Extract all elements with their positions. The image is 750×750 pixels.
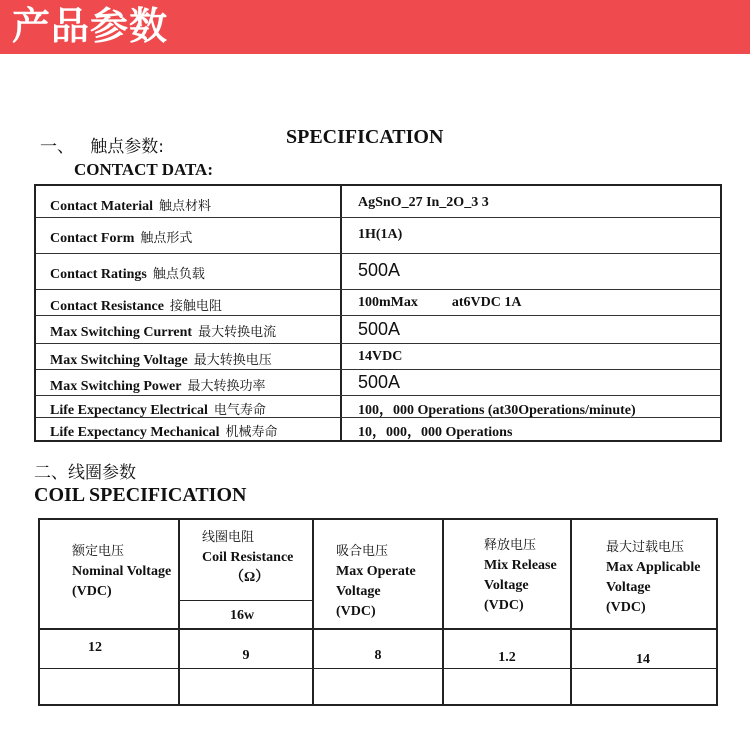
row-value: 10，000，000 Operations — [358, 425, 513, 440]
row-value: 500A — [358, 372, 401, 392]
contact-row — [36, 186, 720, 218]
row-value: 1H(1A) — [358, 227, 403, 242]
contact-row — [36, 218, 720, 254]
row-value: 100，000 Operations (at30Operations/minute) — [358, 403, 636, 418]
header-mix-release: 释放电压 Mix Release Voltage (VDC) — [484, 538, 557, 613]
row-label: Max Switching Voltage 最大转换电压 — [50, 353, 272, 368]
section2-title-cn: 二、线圈参数 — [34, 463, 136, 483]
coil-spec-table — [38, 518, 718, 706]
row-label: Contact Form 触点形式 — [50, 231, 193, 246]
value-max-applicable: 14 — [636, 652, 650, 667]
row-label: Max Switching Current 最大转换电流 — [50, 325, 277, 340]
grid-line — [312, 520, 314, 704]
header-coil-resistance: 线圈电阻 Coil Resistance （Ω） — [202, 530, 294, 585]
contact-row — [36, 396, 720, 418]
section2-title-en: COIL SPECIFICATION — [34, 484, 247, 506]
grid-line — [442, 520, 444, 704]
contact-data-table — [34, 184, 722, 442]
header-nominal-voltage: 额定电压 Nominal Voltage (VDC) — [72, 544, 172, 599]
row-label: Contact Material 触点材料 — [50, 199, 212, 214]
section1-title-en: CONTACT DATA: — [74, 160, 213, 179]
grid-line — [40, 628, 716, 630]
specification-title: SPECIFICATION — [286, 126, 444, 148]
contact-row — [36, 344, 720, 370]
header-coil-resistance-sub: 16w — [230, 608, 255, 623]
contact-row — [36, 316, 720, 344]
row-label: Life Expectancy Electrical 电气寿命 — [50, 403, 266, 418]
value-mix-release: 1.2 — [498, 650, 516, 665]
row-value: 100mMax at6VDC 1A — [358, 295, 522, 310]
row-label: Contact Resistance 接触电阻 — [50, 299, 222, 314]
value-coil-resistance: 9 — [242, 648, 250, 663]
row-label: Life Expectancy Mechanical 机械寿命 — [50, 425, 278, 440]
header-max-applicable: 最大过载电压 Max Applicable Voltage (VDC) — [606, 540, 701, 615]
banner-title: 产品参数 — [12, 4, 169, 48]
row-label: Contact Ratings 触点负载 — [50, 267, 205, 282]
header-max-operate: 吸合电压 Max Operate Voltage (VDC) — [336, 544, 416, 619]
value-nominal-voltage: 12 — [88, 640, 102, 655]
row-value: 500A — [358, 260, 401, 280]
contact-row — [36, 290, 720, 316]
value-max-operate: 8 — [374, 648, 382, 663]
grid-line — [178, 520, 180, 704]
row-value: 500A — [358, 319, 401, 339]
header-banner — [0, 0, 750, 54]
grid-line — [178, 600, 312, 601]
contact-row — [36, 370, 720, 396]
section1-title-cn: 一、 触点参数: — [40, 137, 164, 157]
grid-line — [40, 668, 716, 669]
row-label: Max Switching Power 最大转换功率 — [50, 379, 266, 394]
row-value: AgSnO_27 In_2O_3 3 — [358, 195, 489, 210]
contact-row — [36, 254, 720, 290]
grid-line — [570, 520, 572, 704]
contact-row — [36, 418, 720, 442]
row-value: 14VDC — [358, 349, 403, 364]
